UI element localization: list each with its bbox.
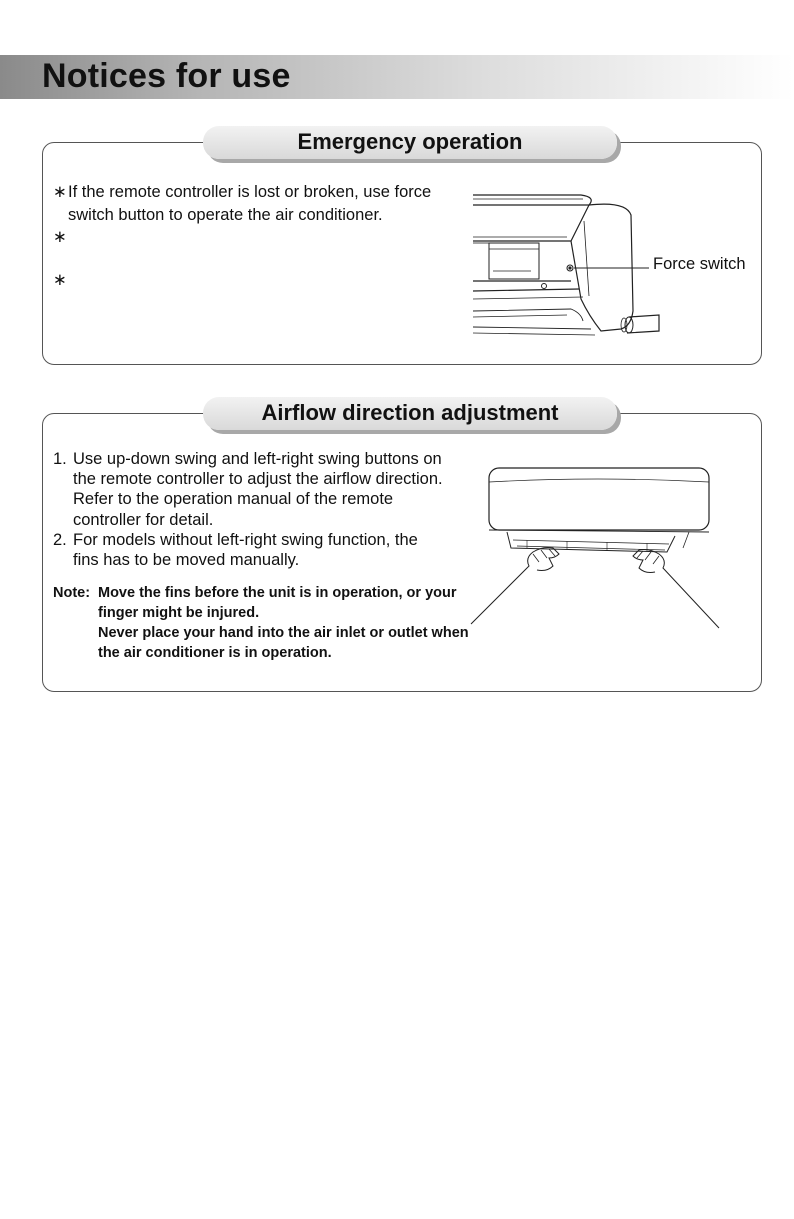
emergency-operation-panel — [42, 129, 762, 365]
airflow-item-1 — [53, 449, 443, 530]
note-line: Never place your hand into the air inlet or outlet when the air conditioner is in operation. — [98, 625, 469, 661]
airflow-item-text: Use up-down swing and left-right swing buttons on the remote controller to adjust the airflow direction. Refer to the operation manual of the remote controller for detail. — [73, 450, 443, 529]
emergency-list — [53, 181, 453, 291]
emergency-item-3 — [53, 269, 453, 292]
page-header-bar — [0, 55, 794, 99]
bullet-marker: ∗ — [53, 183, 67, 201]
airflow-adjustment-panel — [42, 400, 762, 692]
note-row-2 — [53, 623, 473, 663]
list-number: 2. — [53, 530, 67, 549]
airflow-adjustment-tab: Airflow direction adjustment — [203, 397, 617, 430]
emergency-operation-tab: Emergency operation — [203, 126, 617, 159]
note-label: Note: — [53, 585, 91, 601]
list-number: 1. — [53, 450, 67, 468]
note-label-spacer — [53, 623, 98, 663]
emergency-item-2 — [53, 226, 453, 249]
airflow-item-text: For models without left-right swing function, the fins has to be moved manually. — [73, 530, 418, 570]
bullet-marker: ∗ — [53, 228, 67, 246]
force-switch-label: Force switch — [653, 255, 746, 273]
bullet-marker: ∗ — [53, 270, 67, 289]
emergency-item-1 — [53, 181, 453, 226]
note-line: Move the fins before the unit is in operation, or your finger might be injured. — [98, 585, 457, 621]
emergency-item-text: If the remote controller is lost or broken, use force switch button to operate the air conditioner. — [68, 183, 432, 224]
indoor-unit-force-switch-illustration — [471, 191, 671, 341]
airflow-list — [53, 449, 443, 570]
page-title: Notices for use — [42, 57, 291, 95]
safety-note — [53, 583, 473, 663]
note-row-1 — [53, 583, 473, 623]
airflow-item-2 — [53, 530, 443, 570]
manual-fin-adjustment-illustration — [467, 462, 723, 632]
